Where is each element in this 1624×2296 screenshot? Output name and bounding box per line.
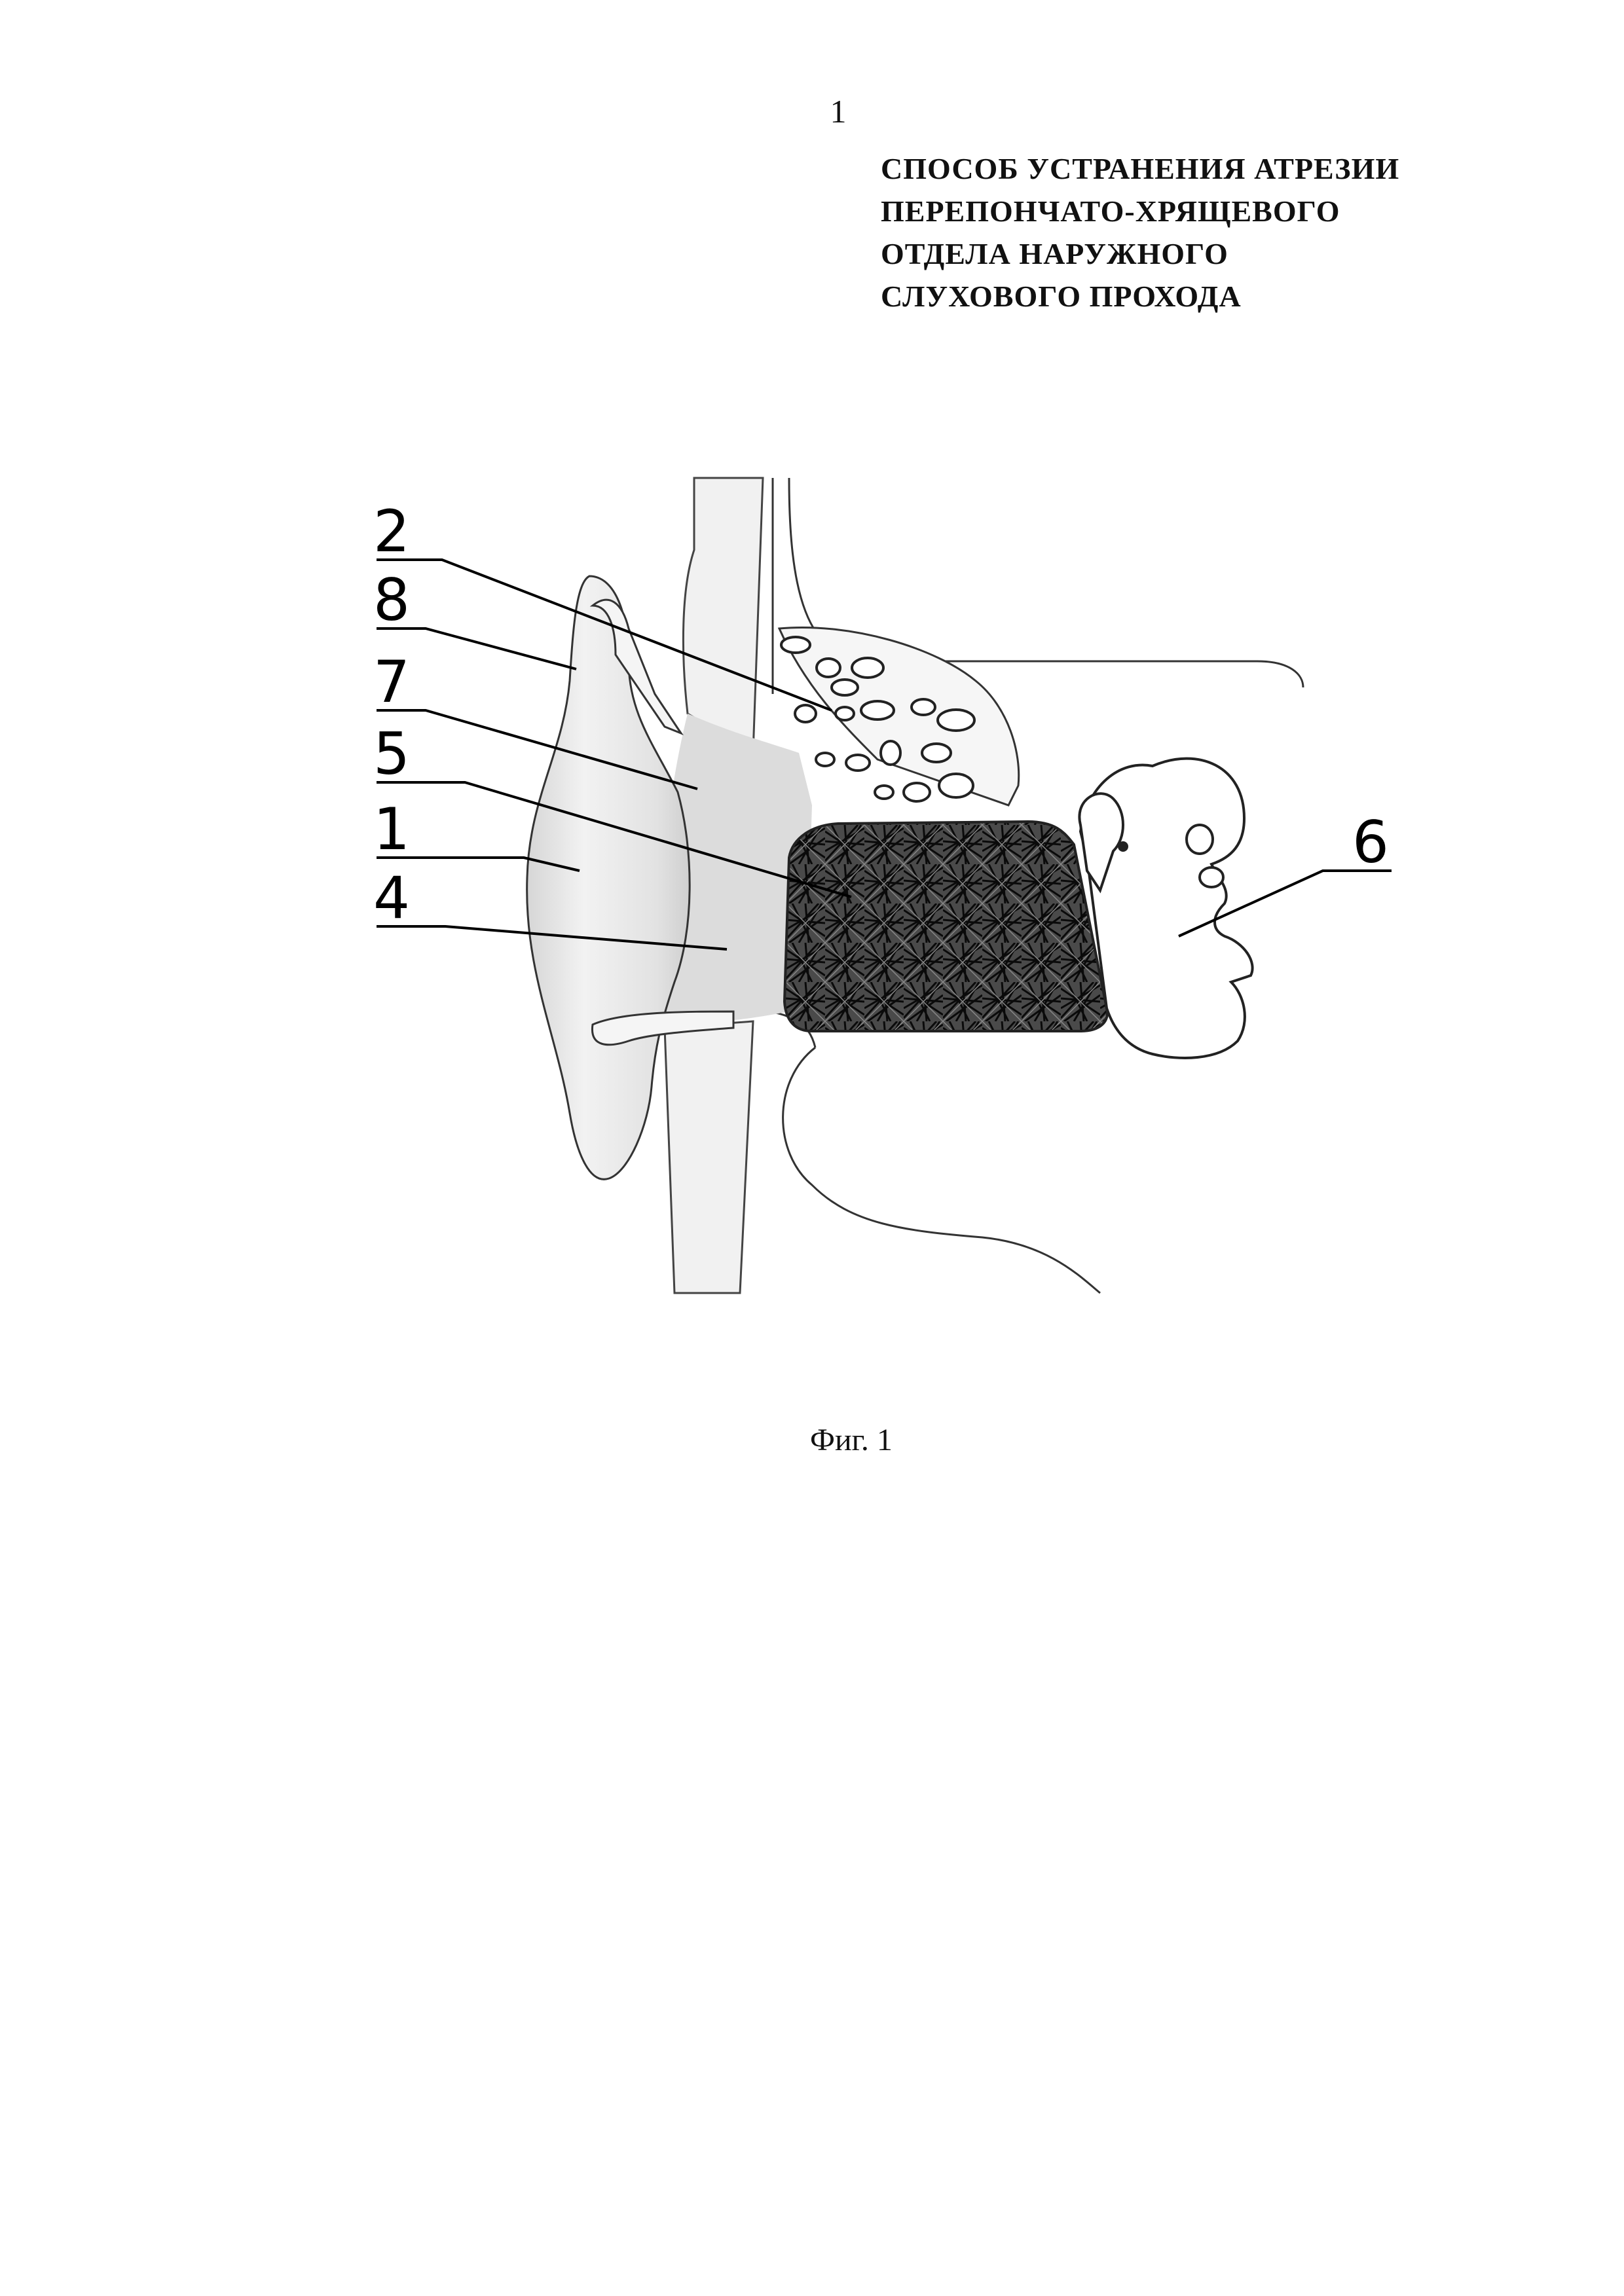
title-line-3: ОТДЕЛА НАРУЖНОГО <box>881 237 1228 270</box>
lower-cartilage <box>665 1021 753 1293</box>
page-number: 1 <box>830 93 847 130</box>
callout-7: 7 <box>373 648 410 716</box>
title-line-4: СЛУХОВОГО ПРОХОДА <box>881 280 1242 313</box>
callout-5: 5 <box>373 720 410 788</box>
callout-2: 2 <box>373 498 410 565</box>
title-line-2: ПЕРЕПОНЧАТО-ХРЯЩЕВОГО <box>881 194 1340 228</box>
callout-8: 8 <box>373 566 410 634</box>
mastoid-air-cells <box>779 627 1019 805</box>
figure-caption: Фиг. 1 <box>810 1423 893 1457</box>
auricle <box>527 576 690 1179</box>
upper-cartilage <box>683 478 763 753</box>
title-line-1: СПОСОБ УСТРАНЕНИЯ АТРЕЗИИ <box>881 152 1400 185</box>
callout-1: 1 <box>373 795 410 863</box>
fibrous-implant <box>784 822 1107 1031</box>
callout-4: 4 <box>373 864 410 932</box>
callout-6: 6 <box>1352 809 1389 876</box>
